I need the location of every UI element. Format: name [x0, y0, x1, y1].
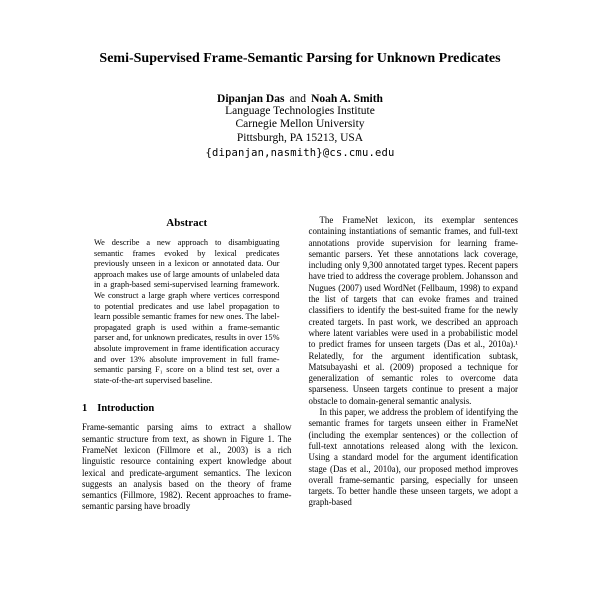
author-name-1: Dipanjan Das	[217, 92, 285, 105]
email-line: {dipanjan,nasmith}@cs.cmu.edu	[205, 147, 395, 159]
authors-line	[82, 93, 518, 105]
author-name-2: Noah A. Smith	[311, 92, 383, 105]
abstract-text: We describe a new approach to disambiguating semantic frames evoked by lexical predicates previously unseen in a lexicon or annotated data. Our approach makes use of large amounts of unlabeled data in a graph-based semi-supervised learning framework. We construct a large graph where vertices correspond to potential predicates and use label propagation to learn possible semantic frames for new ones. The label-propagated graph is used within a frame-semantic parser and, for unknown predicates, results in over 15% absolute improvement in frame identification accuracy and over 13% absolute improvement in full frame-semantic parsing F₁ score on a blind test set, over a state-of-the-art supervised baseline.	[94, 238, 280, 385]
intro-paragraph-1: Frame-semantic parsing aims to extract a shallow semantic structure from text, as shown in Figure 1. The FrameNet lexicon (Fillmore et al., 2003) is a rich linguistic resource containing expert knowledge about lexical and predicate-argument semantics. The lexicon suggests an analysis based on the theory of frame semantics (Fillmore, 1982). Recent approaches to frame-semantic parsing have broadly	[82, 422, 292, 512]
section-1-number: 1	[82, 403, 88, 415]
right-column	[309, 215, 519, 513]
and-conjunction: and	[289, 92, 307, 105]
right-col-paragraph-2: In this paper, we address the problem of identifying the semantic frames for targets unseen either in FrameNet (including the exemplar sentences) or the collection of full-text annotations released along with the lexicon. Using a standard model for the argument identification stage (Das et al., 2010a), our proposed method improves overall frame-semantic parsing, especially for unseen targets. To better handle these unseen targets, we adopt a graph-based	[308, 407, 518, 508]
left-column	[82, 215, 292, 513]
two-column-body	[82, 215, 518, 513]
right-col-paragraph-1: The FrameNet lexicon, its exemplar sentences containing instantiations of semantic frames, and full-text annotations provide supervision for learning frame-semantic parsers. Yet these annotations lack coverage, including only 9,300 annotated target types. Recent papers have tried to address the coverage problem. Johansson and Nugues (2007) used WordNet (Fellbaum, 1998) to expand the list of targets that can evoke frames and trained classifiers to identify the best-suited frame for the newly created targets. In past work, we described an approach where latent variables were used in a probabilistic model to predict frames for unseen targets (Das et al., 2010a).¹ Relatedly, for the argument identification subtask, Matsubayashi et al. (2009) proposed a technique for generalization of semantic roles to overcome data sparseness. Unseen targets continue to present a major obstacle to domain-general semantic analysis.	[308, 215, 518, 406]
section-1-title: Introduction	[97, 403, 155, 415]
affiliation-line-university: Carnegie Mellon University	[235, 118, 365, 130]
affiliation-line-city: Pittsburgh, PA 15213, USA	[236, 131, 364, 144]
section-1-heading	[82, 403, 292, 414]
affiliation-line-institute: Language Technologies Institute	[225, 104, 375, 117]
abstract-heading: Abstract	[166, 217, 208, 229]
paper-title: Semi-Supervised Frame-Semantic Parsing for Unknown Predicates	[99, 51, 501, 66]
